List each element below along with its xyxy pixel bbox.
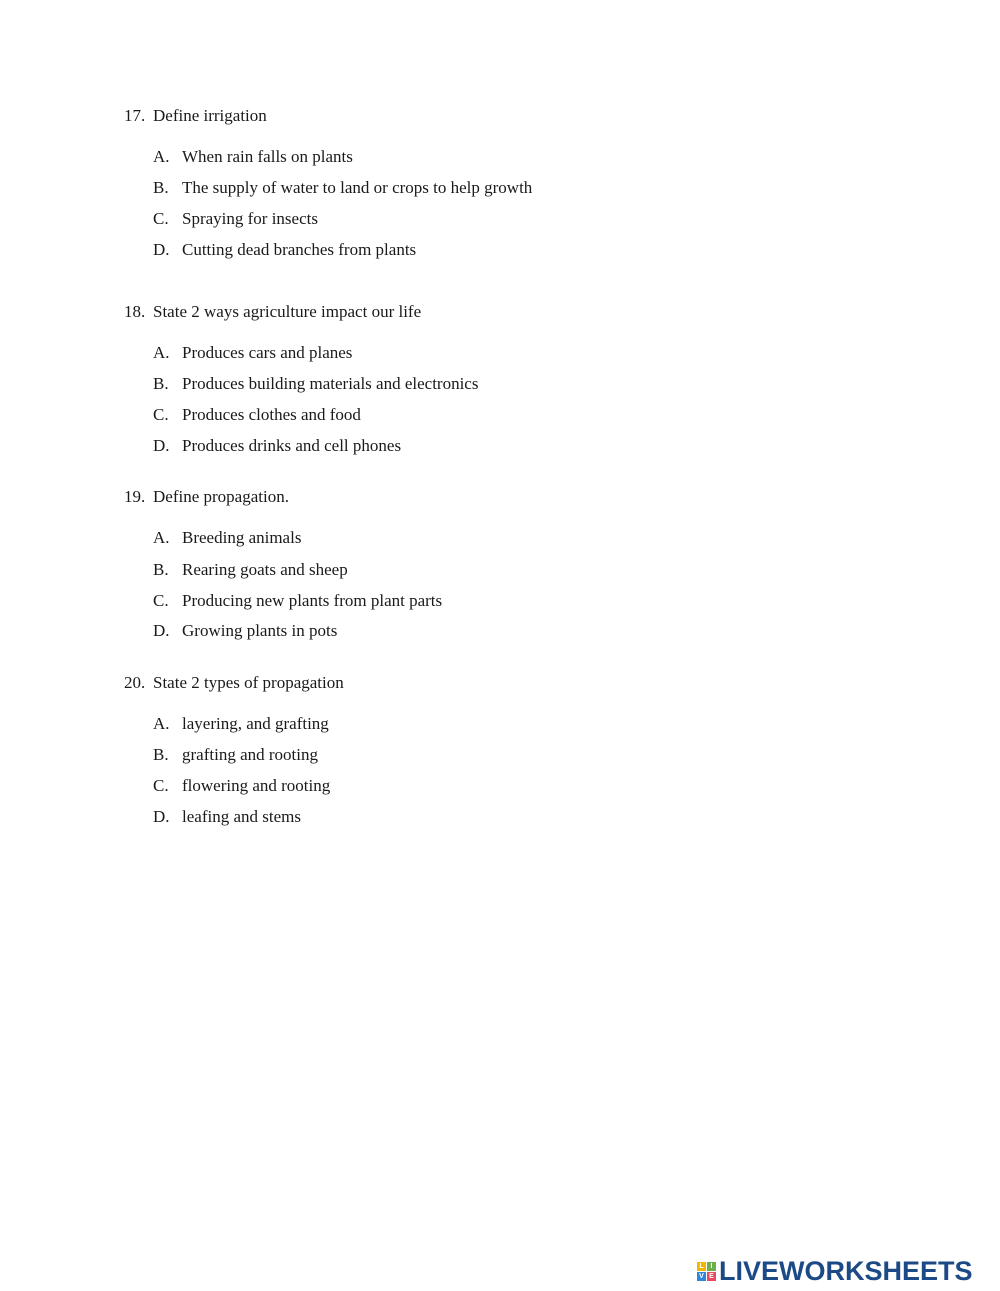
option-letter: D.	[153, 807, 170, 826]
question-text: Define irrigation	[153, 106, 267, 125]
option-text: leafing and stems	[182, 807, 301, 826]
option-19-d[interactable]	[153, 621, 337, 641]
option-text: Produces building materials and electronics	[182, 374, 479, 393]
option-letter: A.	[153, 714, 170, 733]
option-20-a[interactable]	[153, 714, 329, 734]
logo-block-i: I	[707, 1262, 716, 1271]
option-letter: D.	[153, 621, 170, 640]
question-18	[124, 302, 421, 322]
option-17-c[interactable]	[153, 209, 318, 229]
option-20-d[interactable]	[153, 807, 301, 827]
option-letter: B.	[153, 560, 169, 579]
logo-block-v: V	[697, 1272, 706, 1281]
option-letter: A.	[153, 528, 170, 547]
question-number: 17.	[124, 106, 146, 125]
option-19-c[interactable]	[153, 591, 442, 611]
question-number: 20.	[124, 673, 146, 692]
option-letter: A.	[153, 343, 170, 362]
liveworksheets-logo	[697, 1257, 973, 1285]
option-text: Produces drinks and cell phones	[182, 436, 402, 455]
question-20	[124, 673, 344, 693]
option-letter: D.	[153, 240, 170, 259]
option-19-b[interactable]	[153, 560, 348, 580]
option-letter: B.	[153, 178, 169, 197]
option-text: Cutting dead branches from plants	[182, 240, 417, 259]
option-text: Spraying for insects	[182, 209, 318, 228]
option-letter: C.	[153, 591, 169, 610]
option-19-a[interactable]	[153, 528, 301, 548]
question-number: 18.	[124, 302, 146, 321]
option-17-a[interactable]	[153, 147, 353, 167]
question-number: 19.	[124, 487, 146, 506]
option-letter: A.	[153, 147, 170, 166]
option-18-a[interactable]	[153, 343, 352, 363]
option-17-b[interactable]	[153, 178, 532, 198]
option-18-c[interactable]	[153, 405, 361, 425]
option-text: Produces cars and planes	[182, 343, 353, 362]
option-20-b[interactable]	[153, 745, 318, 765]
option-17-d[interactable]	[153, 240, 416, 260]
live-blocks-icon	[697, 1262, 716, 1281]
option-letter: B.	[153, 745, 169, 764]
option-text: The supply of water to land or crops to help growth	[182, 178, 533, 197]
question-19	[124, 487, 289, 507]
question-17	[124, 106, 267, 126]
question-text: Define propagation.	[153, 487, 289, 506]
option-text: Breeding animals	[182, 528, 302, 547]
option-letter: C.	[153, 209, 169, 228]
option-text: Produces clothes and food	[182, 405, 361, 424]
question-text: State 2 ways agriculture impact our life	[153, 302, 422, 321]
option-text: When rain falls on plants	[182, 147, 353, 166]
option-text: flowering and rooting	[182, 776, 331, 795]
option-text: Rearing goats and sheep	[182, 560, 348, 579]
option-18-b[interactable]	[153, 374, 478, 394]
option-text: grafting and rooting	[182, 745, 318, 764]
option-text: Producing new plants from plant parts	[182, 591, 443, 610]
logo-block-l: L	[697, 1262, 706, 1271]
logo-text: LIVEWORKSHEETS	[719, 1255, 973, 1286]
option-20-c[interactable]	[153, 776, 330, 796]
option-letter: D.	[153, 436, 170, 455]
option-text: layering, and grafting	[182, 714, 329, 733]
option-text: Growing plants in pots	[182, 621, 338, 640]
question-text: State 2 types of propagation	[153, 673, 344, 692]
option-letter: C.	[153, 776, 169, 795]
option-letter: C.	[153, 405, 169, 424]
option-18-d[interactable]	[153, 436, 401, 456]
logo-block-e: E	[707, 1272, 716, 1281]
option-letter: B.	[153, 374, 169, 393]
